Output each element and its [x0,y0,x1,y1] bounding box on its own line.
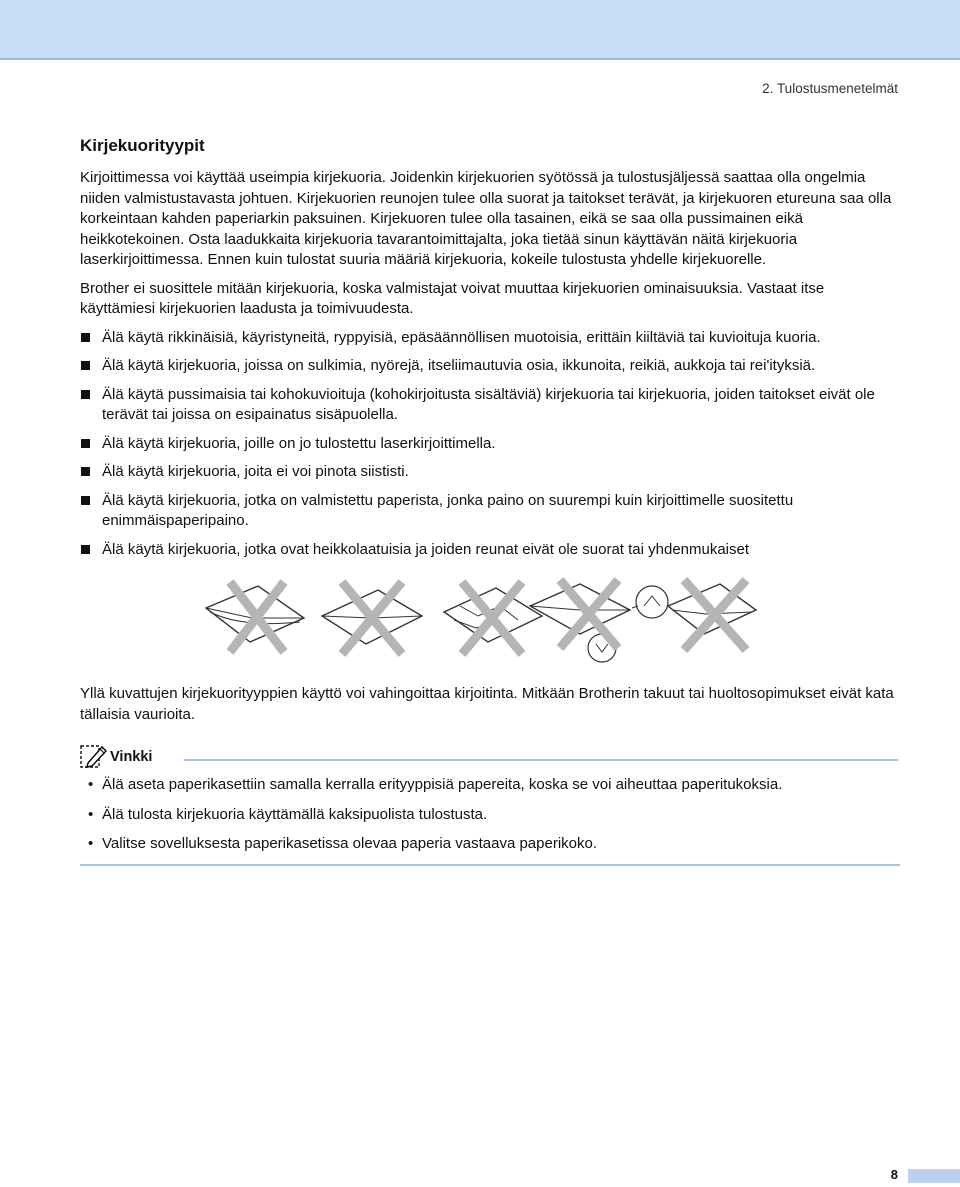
divider [184,759,898,761]
clasp-envelope-icon [322,582,422,654]
list-item: Älä käytä kirjekuoria, joissa on sulkimia, nyörejä, itseliimautuvia osia, ikkunoita, reikiä, aukkoja tai rei'ityksiä. [80,356,900,377]
square-bullet-icon [81,545,90,554]
list-item: • Valitse sovelluksesta paperikasetissa olevaa paperia vastaava paperikoko. [80,834,900,855]
list-item: Älä käytä kirjekuoria, joita ei voi pinota siististi. [80,462,900,483]
envelope-illustration [80,576,900,672]
list-item: Älä käytä kirjekuoria, joille on jo tulostettu laserkirjoittimella. [80,434,900,455]
warning-list [80,328,900,561]
square-bullet-icon [81,496,90,505]
square-bullet-icon [81,333,90,342]
bullet-icon: • [88,776,94,793]
page-tab [908,1169,960,1183]
list-item: Älä käytä kirjekuoria, jotka on valmistettu paperista, jonka paino on suurempi kuin kirjoittimelle suositettu enimmäispaperipaino. [80,491,900,532]
list-item: • Älä aseta paperikasettiin samalla kerralla erityyppisiä papereita, koska se voi aiheuttaa paperitukoksia. [80,775,900,796]
page-number: 8 [890,1167,898,1182]
curled-envelope-icon [206,582,304,652]
tip-box [80,743,900,866]
bullet-icon: • [88,835,94,852]
list-item: • Älä tulosta kirjekuoria käyttämällä kaksipuolista tulostusta. [80,805,900,826]
divider [80,864,900,866]
bad-envelopes-image [200,576,760,672]
wrinkled-envelope-icon [444,582,542,654]
damaged-envelope-icon [530,580,668,662]
list-item: Älä käytä rikkinäisiä, käyristyneitä, ryppyisiä, epäsäännöllisen muotoisia, erittäin kiiltäviä tai kuvioituja kuoria. [80,328,900,349]
main-content [80,136,900,866]
chapter-title: 2. Tulostusmenetelmät [762,81,898,96]
section-title: Kirjekuorityypit [80,136,205,155]
header-band [0,0,960,60]
intro-paragraph: Kirjoittimessa voi käyttää useimpia kirjekuoria. Joidenkin kirjekuorien syötössä ja tulostusjäljessä saattaa olla ongelmia niiden valmistustavasta johtuen. Kirjekuorien reunojen tulee olla suorat ja taitokset terävät, ja kirjekuoren etureuna saa olla korkeintaan kahden paperiarkin paksuinen. Kirjekuoren tulee olla tasainen, eikä se saa olla pussimainen eikä heikkotekoinen. Osta laadukkaita kirjekuoria tavarantoimittajalta, joka tietää sinun käyttävän näitä kirjekuoria laserkirjoittimessa. Ennen kuin tulostat suuria määriä kirjekuoria, kokeile tulostusta yhdelle kirjekuorelle. [80,169,892,268]
square-bullet-icon [81,361,90,370]
bullet-icon: • [88,805,94,823]
list-item: Älä käytä kirjekuoria, jotka ovat heikkolaatuisia ja joiden reunat eivät ole suorat tai yhdenmukaiset [80,540,900,561]
list-item: Älä käytä pussimaisia tai kohokuvioituja (kohokirjoitusta sisältäviä) kirjekuoria tai kirjekuoria, joiden taitokset eivät ole terävät tai joissa on esipainatus sisäpuolella. [80,385,900,426]
tip-title: Vinkki [110,749,153,765]
tip-header [80,743,900,769]
square-bullet-icon [81,439,90,448]
irregular-envelope-icon [668,580,756,650]
tip-list [80,775,900,855]
square-bullet-icon [81,467,90,476]
square-bullet-icon [81,390,90,399]
disclaimer-paragraph: Brother ei suosittele mitään kirjekuoria, koska valmistajat voivat muuttaa kirjekuorien ominaisuuksia. Vastaat itse käyttämiesi kirjekuorien laadusta ja toimivuudesta. [80,279,825,317]
damage-warning: Yllä kuvattujen kirjekuorityyppien käyttö voi vahingoittaa kirjoitinta. Mitkään Brotherin takuut tai huoltosopimukset eivät kata tällaisia vaurioita. [80,685,894,723]
note-pencil-icon [80,743,108,769]
